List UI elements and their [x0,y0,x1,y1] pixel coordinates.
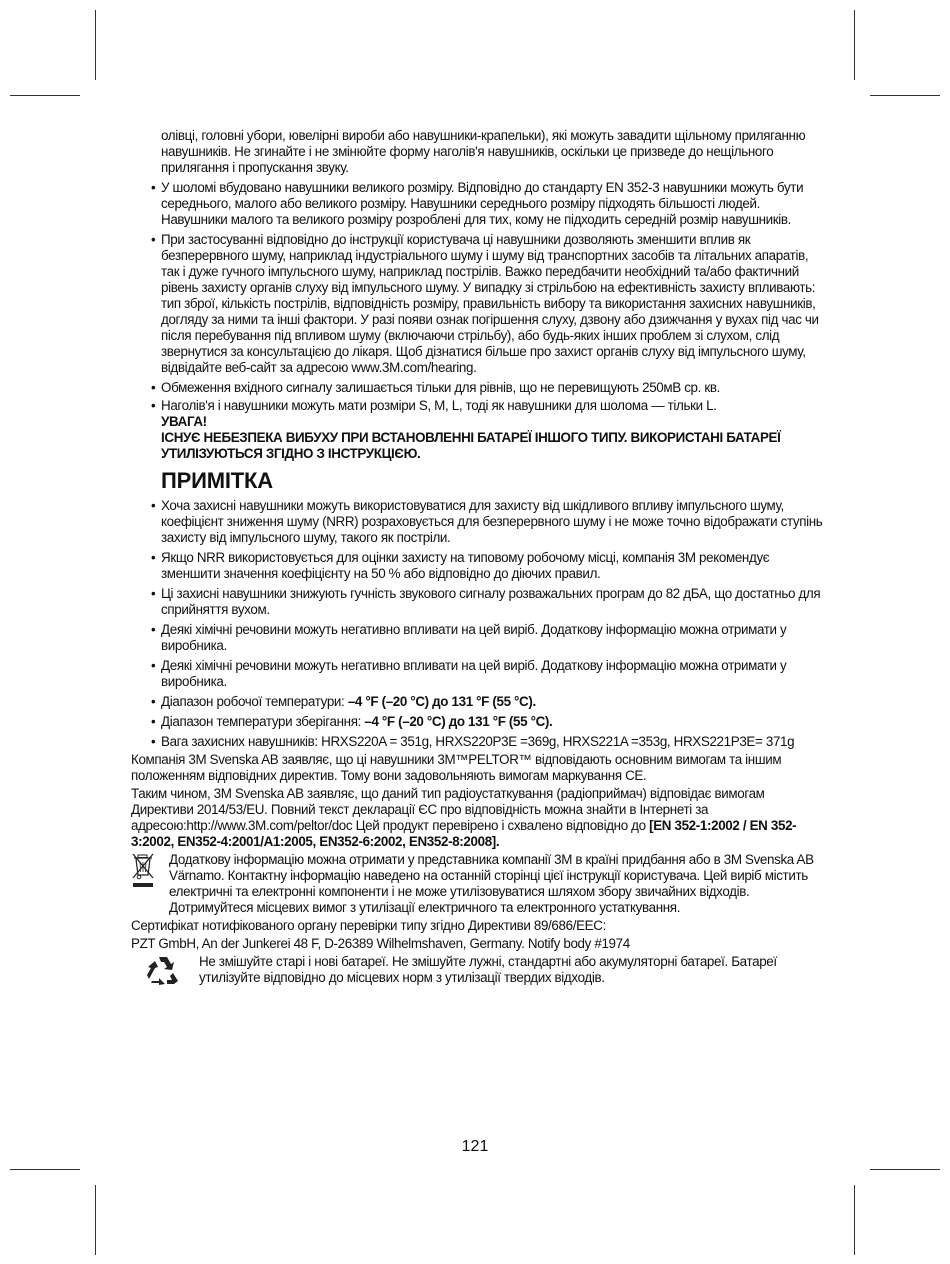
bullet-list-top [131,180,826,414]
list-item: • Ці захисні навушники знижують гучність звукового сигналу розважальних програм до 82 дБА, що достатньо для сприйняття вухом. [161,586,826,618]
list-item: • Хоча захисні навушники можуть використовуватися для захисту від шкідливого впливу імпульсного шуму, коефіцієнт зниження шуму (NRR) розраховується для безперервного шуму і не може точно відображати ступінь захисту від імпульсного шуму, такого як постріли. [161,498,826,546]
declaration-text: Таким чином, 3M Svenska AB заявляє, що даний тип радіоустаткування (радіоприймач) відповідає вимогам Директиви 2014/53/EU. Повний текст декларації ЄС про відповідність можна знайти в Інтернеті за адресою:http://www.3M.com/peltor/doc Цей продукт перевірено і схвалено відповідно до [131,786,765,833]
list-item: • У шоломі вбудовано навушники великого розміру. Відповідно до стандарту EN 352-3 навушники можуть бути середнього, малого або великого розміру. Навушники середнього розміру підходять більшості людей. Навушники малого та великого розміру розроблені для тих, кому не підходить середній розмір навушників. [161,180,826,228]
crop-mark [854,10,855,80]
declaration-standards: [EN 352-1:2002 / EN 352-3:2002, EN352-4:2001/A1:2005, EN352-6:2002, EN352-8:2008]. [131,818,797,849]
crop-mark [870,95,940,96]
list-item [161,694,826,710]
page-number: 121 [461,1138,489,1155]
crop-mark [95,1185,96,1255]
list-item: • Деякі хімічні речовини можуть негативно впливати на цей виріб. Додаткову інформацію можна отримати у виробника. [161,658,826,690]
notify-body-line: PZT GmbH, An der Junkerei 48 F, D-26389 Wilhelmshaven, Germany. Notify body #1974 [131,936,630,951]
recycle-icon [131,954,199,990]
crossed-bin-icon [131,852,169,892]
list-item: • Вага захисних навушників: HRXS220A = 351g, HRXS220P3E =369g, HRXS221A =353g, HRXS221P3E= 371g [161,734,826,750]
list-item: • Наголів'я і навушники можуть мати розміри S, M, L, тоді як навушники для шолома — тільки L. [161,398,826,414]
warning-text: ІСНУЄ НЕБЕЗПЕКА ВИБУХУ ПРИ ВСТАНОВЛЕННІ БАТАРЕЇ ІНШОГО ТИПУ. ВИКОРИСТАНІ БАТАРЕЇ УТИЛІЗУЮТЬСЯ ЗГІДНО З ІНСТРУКЦІЄЮ. [161,430,781,461]
list-item [161,714,826,730]
continuation-paragraph: олівці, головні убори, ювелірні вироби або навушники-крапельки), які можуть завадити щільному приляганню навушників. Не згинайте і не змінюйте форму наголів'я навушників, оскільки це призведе до нещільного прилягання і пропускання звуку. [161,128,806,175]
bullet-list-note [131,498,826,750]
weee-block [131,852,826,916]
crop-mark [854,1185,855,1255]
temp-storage-value: –4 °F (–20 °C) до 131 °F (55 °C). [364,714,553,729]
battery-block [131,954,826,990]
temp-storage-label: Діапазон температури зберігання: [161,714,365,729]
declaration-paragraph [131,786,826,850]
warning-title: УВАГА! [161,414,207,429]
list-item: • Деякі хімічні речовини можуть негативно впливати на цей виріб. Додаткову інформацію можна отримати у виробника. [161,622,826,654]
battery-text: Не змішуйте старі і нові батареї. Не змішуйте лужні, стандартні або акумуляторні батареї. Батареї утилізуйте відповідно до місцевих норм з утилізації твердих відходів. [199,954,777,985]
weee-text: Додаткову інформацію можна отримати у представника компанії 3M в країні придбання або в 3M Svenska AB Värnamo. Контактну інформацію наведено на останній сторінці цієї інструкції користувача. Цей виріб містить електричні та електронні компоненти і не може утилізовуватися шляхом збору звичайних відходів. Дотримуйтеся місцевих вимог з утилізації електричного та електронного устаткування. [169,852,814,915]
certificate-line: Сертифікат нотифікованого органу перевірки типу згідно Директиви 89/686/EEC: [131,918,606,933]
document-body [131,128,826,990]
list-item: • Обмеження вхідного сигналу залишається тільки для рівнів, що не перевищують 250мВ ср. кв. [161,380,826,396]
crop-mark [870,1169,940,1170]
list-item: • Якщо NRR використовується для оцінки захисту на типовому робочому місці, компанія 3M рекомендує зменшити значення коефіцієнту на 50 % або відповідно до діючих правил. [161,550,826,582]
crop-mark [10,1169,80,1170]
temp-operating-value: –4 °F (–20 °C) до 131 °F (55 °C). [347,694,536,709]
temp-operating-label: Діапазон робочої температури: [161,694,348,709]
crop-mark [95,10,96,80]
list-item: • При застосуванні відповідно до інструкції користувача ці навушники дозволяють зменшити вплив як безперервного шуму, наприклад індустріального шуму і шуму від транспортних засобів та літальних апаратів, так і дуже гучного імпульсного шуму, наприклад пострілів. Важко передбачити необхідний та/або фактичний рівень захисту органів слуху від імпульсного шуму. У випадку зі стрільбою на ефективність захисту впливають: тип зброї, кількість пострілів, відповідність розміру, правильність вибору та використання захисних навушників, догляду за ними та інші фактори. У разі появи ознак погіршення слуху, дзвону або дзижчання у вухах під час чи після перебування під впливом шуму (включаючи стрільбу), або будь-яких інших проблем зі слухом, слід звернутися за консультацією до лікаря. Щоб дізнатися більше про захист органів слуху від імпульсного шуму, відвідайте веб-сайт за адресою www.3M.com/hearing. [161,232,826,376]
crop-mark [10,95,80,96]
note-heading: ПРИМІТКА [161,468,273,493]
declaration-paragraph: Компанія 3M Svenska AB заявляє, що ці навушники 3M™PELTOR™ відповідають основним вимогам та іншим положенням відповідних директив. Тому вони задовольняють вимогам маркування CE. [131,752,782,783]
